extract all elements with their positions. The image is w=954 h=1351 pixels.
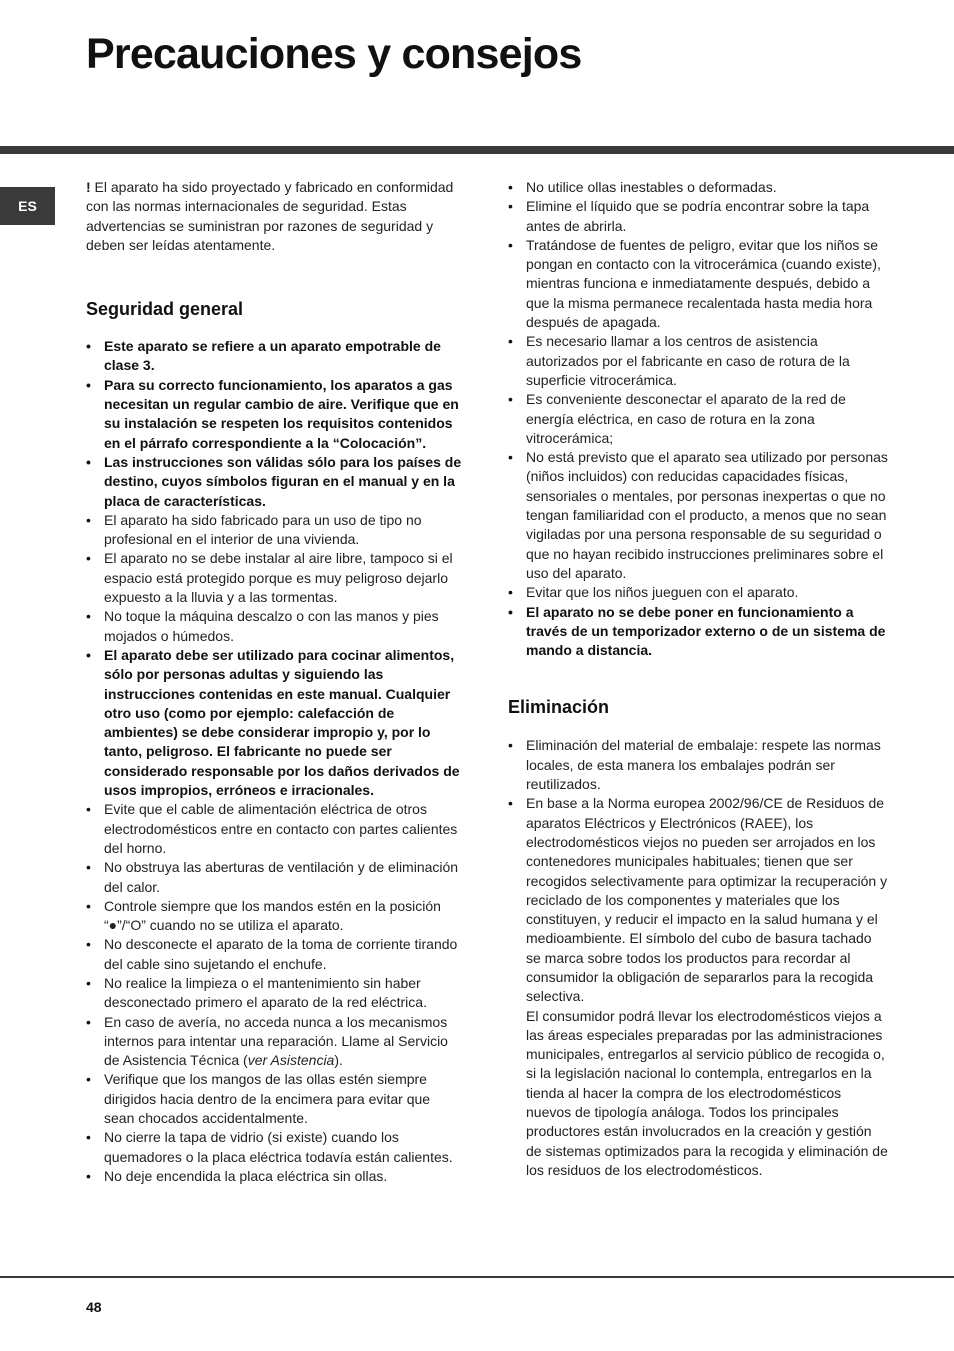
list-item: • El aparato debe ser utilizado para cocinar alimentos, sólo por personas adultas y siguiendo las instrucciones contenidas en este manual. Cualquier otro uso (como por ejemplo: calefacción de ambientes) se debe considerar impropio y, por lo tanto, peligroso. El fabricante no puede ser considerado responsable por los daños derivados de usos impropios, erróneos e irracionales. — [86, 646, 462, 800]
list-item: • Eliminación del material de embalaje: respete las normas locales, de esta manera los embalajes podrán ser reutilizados. — [508, 736, 890, 794]
heading-eliminacion: Eliminación — [508, 697, 610, 718]
list-item: • No toque la máquina descalzo o con las manos y pies mojados o húmedos. — [86, 607, 462, 646]
list-item: • El aparato no se debe instalar al aire libre, tampoco si el espacio está protegido porque es muy peligroso dejarlo expuesto a la lluvia y a las tormentas. — [86, 549, 462, 607]
list-item: • Para su correcto funcionamiento, los aparatos a gas necesitan un regular cambio de aire. Verifique que en su instalación se respeten los requisitos contenidos en el párrafo correspondiente a la “Colocación”. — [86, 376, 462, 453]
right-column — [508, 178, 890, 1180]
page-number: 48 — [86, 1299, 102, 1315]
list-item: • No deje encendida la placa eléctrica sin ollas. — [86, 1167, 462, 1186]
list-item-text: En caso de avería, no acceda nunca a los mecanismos internos para intentar una reparación. Llame al Servicio de Asistencia Técnica ( — [104, 1013, 448, 1069]
list-item: • En base a la Norma europea 2002/96/CE de Residuos de aparatos Eléctricos y Electrónicos (RAEE), los electrodomésticos viejos no pueden ser arrojados en los contenedores municipales habituales; tienen que ser recogidos selectivamente para optimizar la recuperación y reciclado de los componentes y materiales que los constituyen, y reducir el impacto en la salud humana y el medioambiente. El símbolo del cubo de basura tachado se marca sobre todos los productos para recordar al consumidor la obligación de separarlos para la recogida selectiva. — [508, 794, 890, 1006]
list-item: • El aparato no se debe poner en funcionamiento a través de un temporizador externo o de un sistema de mando a distancia. — [508, 603, 890, 661]
left-column — [86, 178, 462, 1186]
footer-rule — [0, 1276, 954, 1278]
seguridad-list — [86, 337, 462, 1186]
language-tab: ES — [0, 187, 55, 225]
header-rule — [0, 146, 954, 154]
list-item: • No obstruya las aberturas de ventilación y de eliminación del calor. — [86, 858, 462, 897]
list-item-continuation: El consumidor podrá llevar los electrodomésticos viejos a las áreas especiales preparadas por las administraciones municipales, entregarlos al servicio público de recogida o, si la legislación nacional lo contempla, entregarlos en la tienda al hacer la compra de los electrodomésticos nuevos de tipología análoga. Todos los principales productores están involucrados en la creación y gestión de sistemas optimizados para la recogida y eliminación de los residuos de los electrodomésticos. — [526, 1007, 888, 1178]
list-item: • Es conveniente desconectar el aparato de la red de energía eléctrica, en caso de rotura en la zona vitrocerámica; — [508, 390, 890, 448]
list-item: • Controle siempre que los mandos estén en la posición “●”/“O” cuando no se utiliza el aparato. — [86, 897, 462, 936]
intro-text: El aparato ha sido proyectado y fabricado en conformidad con las normas internacionales de seguridad. Estas advertencias se suministran por razones de seguridad y deben ser leídas atentamente. — [86, 179, 454, 253]
list-item: • Elimine el líquido que se podría encontrar sobre la tapa antes de abrirla. — [508, 197, 890, 236]
list-item: • Evite que el cable de alimentación eléctrica de otros electrodomésticos entre en contacto con partes calientes del horno. — [86, 800, 462, 858]
list-item: • No realice la limpieza o el mantenimiento sin haber desconectado primero el aparato de la red eléctrica. — [86, 974, 462, 1013]
page-title: Precauciones y consejos — [86, 30, 582, 78]
list-item: • No está previsto que el aparato sea utilizado por personas (niños incluidos) con reducidas capacidades físicas, sensoriales o mentales, por personas inexpertas o que no tengan familiaridad con el producto, a menos que no sean vigiladas por una persona responsable de su seguridad o que no hayan recibido instrucciones preliminares sobre el uso del aparato. — [508, 448, 890, 583]
list-item: • Evitar que los niños jueguen con el aparato. — [508, 583, 890, 602]
list-item: • El aparato ha sido fabricado para un uso de tipo no profesional en el interior de una vivienda. — [86, 511, 462, 550]
intro-paragraph — [86, 178, 462, 255]
list-item: • Este aparato se refiere a un aparato empotrable de clase 3. — [86, 337, 462, 376]
eliminacion-list — [508, 736, 890, 1180]
warning-mark: ! — [86, 179, 91, 195]
list-item: • No desconecte el aparato de la toma de corriente tirando del cable sino sujetando el enchufe. — [86, 935, 462, 974]
precautions-list-continued — [508, 178, 890, 660]
link-reference-asistencia: ver Asistencia — [247, 1052, 335, 1069]
list-item: • Es necesario llamar a los centros de asistencia autorizados por el fabricante en caso de rotura de la superficie vitrocerámica. — [508, 332, 890, 390]
list-item: • No cierre la tapa de vidrio (si existe) cuando los quemadores o la placa eléctrica todavía están calientes. — [86, 1128, 462, 1167]
list-item: • Las instrucciones son válidas sólo para los países de destino, cuyos símbolos figuran en el manual y en la placa de características. — [86, 453, 462, 511]
list-item: • Tratándose de fuentes de peligro, evitar que los niños se pongan en contacto con la vitrocerámica (cuando existe), mientras funciona e inmediatamente después, debido a que la misma permanece recalentada hasta media hora después de apagada. — [508, 236, 890, 332]
list-item: • No utilice ollas inestables o deformadas. — [508, 178, 890, 197]
list-item — [86, 1013, 462, 1071]
list-item-text-tail: ). — [334, 1052, 343, 1069]
list-item: • Verifique que los mangos de las ollas estén siempre dirigidos hacia dentro de la encimera para evitar que sean chocados accidentalmente. — [86, 1070, 462, 1128]
heading-seguridad-general: Seguridad general — [86, 299, 244, 320]
